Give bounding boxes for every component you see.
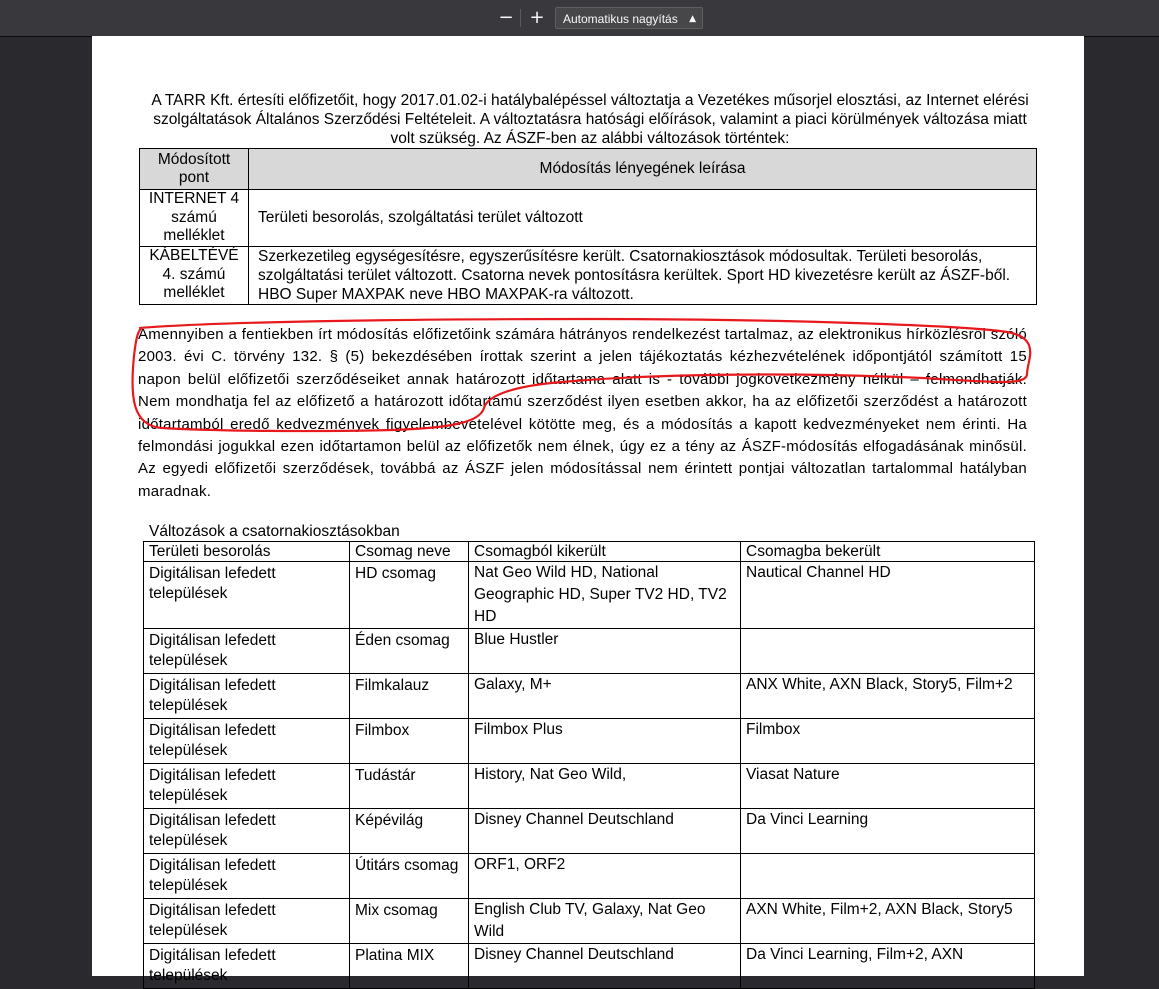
region-cell: Digitálisan lefedett települések: [144, 562, 350, 629]
table-row: [144, 674, 1035, 719]
updown-arrows-icon: ▲: [689, 14, 696, 24]
zoom-out-button[interactable]: −: [498, 7, 514, 28]
document-page: [92, 36, 1084, 984]
header-package: Csomag neve: [350, 542, 469, 562]
changes-desc-cell: Területi besorolás, szolgáltatási terület változott: [249, 190, 1037, 247]
table-row: [144, 854, 1035, 899]
channels-table-header: [144, 542, 1035, 562]
table-row: [144, 562, 1035, 629]
added-cell: ANX White, AXN Black, Story5, Film+2: [741, 674, 1035, 719]
removed-cell: Nat Geo Wild HD, National Geographic HD, Super TV2 HD, TV2 HD: [469, 562, 741, 629]
header-added: Csomagba bekerült: [741, 542, 1035, 562]
added-cell: Nautical Channel HD: [741, 562, 1035, 629]
removed-cell: Blue Hustler: [469, 629, 741, 674]
table-row: [144, 809, 1035, 854]
zoom-select-value: Automatikus nagyítás: [563, 12, 678, 26]
added-cell: Viasat Nature: [741, 764, 1035, 809]
removed-cell: Disney Channel Deutschland: [469, 809, 741, 854]
package-cell: Filmkalauz: [350, 674, 469, 719]
added-cell: [741, 854, 1035, 899]
removed-cell: Galaxy, M+: [469, 674, 741, 719]
region-cell: Digitálisan lefedett települések: [144, 809, 350, 854]
channels-section-title: Változások a csatornakiosztásokban: [149, 523, 400, 540]
removed-cell: Filmbox Plus: [469, 719, 741, 764]
header-description: Módosítás lényegének leírása: [249, 149, 1037, 190]
table-row: [144, 764, 1035, 809]
package-cell: Éden csomag: [350, 629, 469, 674]
package-cell: Filmbox: [350, 719, 469, 764]
removed-cell: Disney Channel Deutschland: [469, 944, 741, 989]
removed-cell: History, Nat Geo Wild,: [469, 764, 741, 809]
legal-paragraph: Amennyiben a fentiekben írt módosítás előfizetőink számára hátrányos rendelkezést tartalmaz, az elektronikus hírközlésről szóló 2003. évi C. törvény 132. § (5) bekezdésében írottak szerint a jelen tájékoztatás kézhezvételének időpontjától számított 15 napon belül előfizetői szerződéseiket annak határozott időtartama alatt is - további jogkövetkezmény nélkül – felmondhatják. Nem mondhatja fel az előfizető a határozott időtartamú szerződést ilyen esetben akkor, ha az előfizetői szerződést a határozott időtartamból eredő kedvezmények figyelembevételével kötötte meg, és a módosítás a kapott kedvezményeket nem érinti. Ha felmondási jogukkal ezen időtartamon belül az előfizetők nem élnek, úgy ez a tény az ÁSZF-módosítás elfogadásának minősül. Az egyedi előfizetői szerződések, továbbá az ÁSZF jelen módosítással nem érintett pontjai változatlan tartalommal hatályban maradnak.: [138, 326, 1027, 500]
removed-cell: ORF1, ORF2: [469, 854, 741, 899]
added-cell: AXN White, Film+2, AXN Black, Story5: [741, 899, 1035, 944]
package-cell: Útitárs csomag: [350, 854, 469, 899]
region-cell: Digitálisan lefedett települések: [144, 944, 350, 989]
zoom-in-button[interactable]: +: [529, 7, 545, 28]
region-cell: Digitálisan lefedett települések: [144, 854, 350, 899]
region-cell: Digitálisan lefedett települések: [144, 629, 350, 674]
added-cell: [741, 629, 1035, 674]
region-cell: Digitálisan lefedett települések: [144, 764, 350, 809]
changes-point-cell: KÁBELTÉVÉ 4. számú melléklet: [140, 246, 249, 304]
changes-desc-cell: Szerkezetileg egységesítésre, egyszerűsítésre került. Csatornakiosztások módosultak. Területi besorolás, szolgáltatási terület változott. Csatorna nevek pontosításra kerültek. Sport HD kivezetésre került az ÁSZF-ből. HBO Super MAXPAK neve HBO MAXPAK-ra változott.: [249, 246, 1037, 304]
intro-text: A TARR Kft. értesíti előfizetőit, hogy 2017.01.02-i hatálybalépéssel változtatja a Vezetékes műsorjel elosztási, az Internet elérési szolgáltatások Általános Szerződési Feltételeit. A változtatásra hatósági előírások, valamint a piaci körülmények változása miatt volt szükség. Az ÁSZF-ben az alábbi változások történtek:: [151, 92, 1029, 147]
header-region: Területi besorolás: [144, 542, 350, 562]
table-row: [144, 719, 1035, 764]
package-cell: Platina MIX: [350, 944, 469, 989]
region-cell: Digitálisan lefedett települések: [144, 899, 350, 944]
package-cell: HD csomag: [350, 562, 469, 629]
header-modified-point: Módosított pont: [140, 149, 249, 190]
pdf-toolbar: [0, 0, 1159, 37]
zoom-select[interactable]: [555, 7, 703, 29]
added-cell: Da Vinci Learning, Film+2, AXN: [741, 944, 1035, 989]
added-cell: Da Vinci Learning: [741, 809, 1035, 854]
region-cell: Digitálisan lefedett települések: [144, 719, 350, 764]
region-cell: Digitálisan lefedett települések: [144, 674, 350, 719]
package-cell: Mix csomag: [350, 899, 469, 944]
table-row: [144, 629, 1035, 674]
header-removed: Csomagból kikerült: [469, 542, 741, 562]
table-row: [144, 944, 1035, 989]
table-row: [144, 899, 1035, 944]
toolbar-separator: [520, 9, 521, 27]
package-cell: Képévilág: [350, 809, 469, 854]
channels-table: [143, 541, 1035, 989]
package-cell: Tudástár: [350, 764, 469, 809]
added-cell: Filmbox: [741, 719, 1035, 764]
removed-cell: English Club TV, Galaxy, Nat Geo Wild: [469, 899, 741, 944]
changes-point-cell: INTERNET 4 számú melléklet: [140, 190, 249, 247]
